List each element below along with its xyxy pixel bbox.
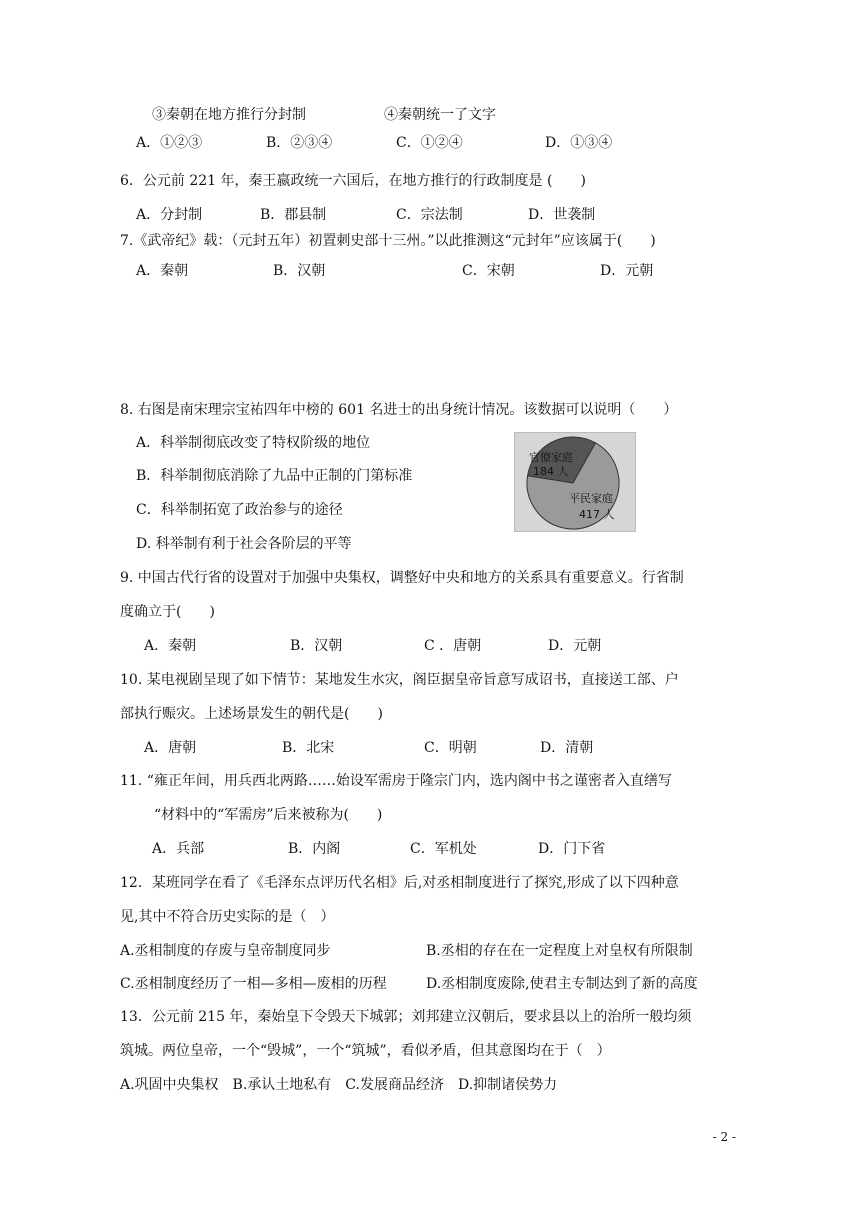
q8-option-c: C．科举制拓宽了政治参与的途径 bbox=[136, 502, 343, 518]
q12-question-line2: 见,其中不符合历史实际的是（ ） bbox=[120, 909, 335, 925]
q9-question-line1: 9. 中国古代行省的设置对于加强中央集权，调整好中央和地方的关系具有重要意义。行省制 bbox=[120, 570, 684, 586]
q9-question-line2: 度确立于( ) bbox=[120, 604, 215, 620]
q7-option-d: D．元朝 bbox=[600, 263, 654, 279]
q11-option-c: C．军机处 bbox=[410, 841, 477, 857]
q13-question-line1: 13．公元前 215 年，秦始皇下令毁天下城郭；刘邦建立汉朝后，要求县以上的治所一般均须 bbox=[120, 1009, 692, 1025]
pie-chart-svg bbox=[515, 433, 635, 531]
pie-label-commoner: 平民家庭 bbox=[569, 492, 613, 505]
q10-option-a: A．唐朝 bbox=[144, 740, 197, 756]
q10-question-line2: 部执行赈灾。上述场景发生的朝代是( ) bbox=[120, 706, 383, 722]
q5-option-b: B．②③④ bbox=[266, 135, 333, 151]
q8-question: 8. 右图是南宋理宗宝祐四年中榜的 601 名进士的出身统计情况。该数据可以说明（ ） bbox=[120, 402, 678, 418]
pie-value-commoner: 417 人 bbox=[579, 508, 615, 521]
q6-option-d: D．世袭制 bbox=[528, 207, 596, 223]
q11-option-b: B．内阁 bbox=[288, 841, 341, 857]
q5-statement-4: ④秦朝统一了文字 bbox=[384, 107, 496, 123]
q11-question-line2: “材料中的“军需房”后来被称为( ) bbox=[154, 807, 383, 823]
q7-option-a: A．秦朝 bbox=[136, 263, 189, 279]
q6-question: 6．公元前 221 年，秦王嬴政统一六国后，在地方推行的行政制度是 ( ) bbox=[120, 173, 586, 189]
q5-option-d: D．①③④ bbox=[545, 135, 613, 151]
q11-option-a: A．兵部 bbox=[152, 841, 205, 857]
q10-option-b: B．北宋 bbox=[282, 740, 335, 756]
q6-option-a: A．分封制 bbox=[136, 207, 203, 223]
pie-label-official: 官僚家庭 bbox=[529, 451, 573, 464]
q6-option-b: B．郡县制 bbox=[260, 207, 327, 223]
q12-option-a: A.丞相制度的存废与皇帝制度同步 bbox=[120, 943, 331, 959]
q5-option-a: A．①②③ bbox=[136, 135, 203, 151]
q11-question-line1: 11. “雍正年间，用兵西北两路……始设军需房于隆宗门内，选内阁中书之谨密者入直缮写 bbox=[120, 773, 672, 789]
q9-option-c: C ．唐朝 bbox=[424, 638, 482, 654]
q12-option-b: B.丞相的存在在一定程度上对皇权有所限制 bbox=[426, 943, 693, 959]
q8-option-d: D. 科举制有利于社会各阶层的平等 bbox=[136, 536, 352, 552]
q10-option-d: D．清朝 bbox=[540, 740, 594, 756]
q12-option-d: D.丞相制度废除,使君主专制达到了新的高度 bbox=[426, 976, 698, 992]
q13-question-line2: 筑城。两位皇帝，一个“毁城”，一个“筑城”，看似矛盾，但其意图均在于（ ） bbox=[120, 1043, 611, 1059]
q9-option-d: D．元朝 bbox=[548, 638, 602, 654]
q13-options: A.巩固中央集权 B.承认土地私有 C.发展商品经济 D.抑制诸侯势力 bbox=[120, 1077, 558, 1093]
page-number: - 2 - bbox=[712, 1130, 736, 1144]
q5-statement-3: ③秦朝在地方推行分封制 bbox=[152, 107, 306, 123]
q12-question-line1: 12．某班同学在看了《毛泽东点评历代名相》后,对丞相制度进行了探究,形成了以下四种意 bbox=[120, 875, 679, 891]
q7-option-b: B．汉朝 bbox=[273, 263, 326, 279]
q11-option-d: D．门下省 bbox=[538, 841, 606, 857]
q8-option-a: A．科举制彻底改变了特权阶级的地位 bbox=[136, 435, 371, 451]
q8-pie-chart bbox=[514, 432, 636, 532]
q12-option-c: C.丞相制度经历了一相—多相—废相的历程 bbox=[120, 976, 387, 992]
q7-question: 7.《武帝纪》载：（元封五年）初置刺史部十三州。”以此推测这“元封年”应该属于( ) bbox=[120, 233, 656, 249]
q8-option-b: B．科举制彻底消除了九品中正制的门第标准 bbox=[136, 468, 413, 484]
q5-option-c: C．①②④ bbox=[396, 135, 463, 151]
q6-option-c: C．宗法制 bbox=[396, 207, 463, 223]
q7-option-c: C．宋朝 bbox=[462, 263, 515, 279]
q10-option-c: C．明朝 bbox=[424, 740, 477, 756]
q10-question-line1: 10. 某电视剧呈现了如下情节：某地发生水灾，阁臣据皇帝旨意写成诏书，直接送工部、户 bbox=[120, 672, 679, 688]
q9-option-a: A．秦朝 bbox=[144, 638, 197, 654]
q9-option-b: B．汉朝 bbox=[290, 638, 343, 654]
pie-value-official: 184 人 bbox=[533, 465, 569, 478]
